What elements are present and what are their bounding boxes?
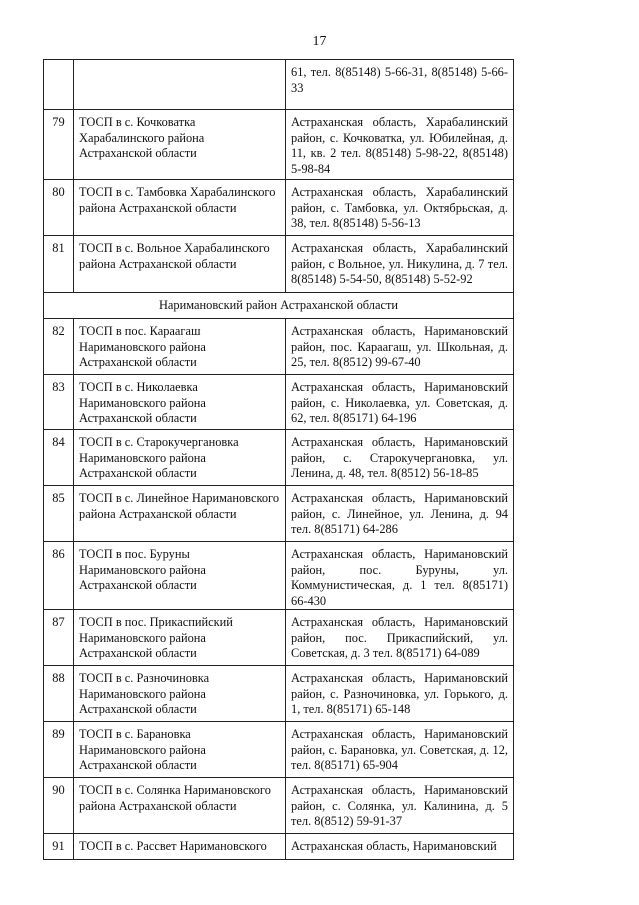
organization-name: ТОСП в с. Линейное Наримановского района Астраханской области [74, 486, 286, 542]
organization-name [74, 60, 286, 110]
table-row [44, 430, 514, 486]
organization-name: ТОСП в с. Рассвет Наримановского [74, 834, 286, 860]
organization-name: ТОСП в с. Кочковатка Харабалинского района Астраханской области [74, 110, 286, 180]
row-number: 89 [44, 722, 74, 778]
organization-name: ТОСП в пос. Караагаш Наримановского района Астраханской области [74, 319, 286, 375]
row-number: 88 [44, 666, 74, 722]
organization-name: ТОСП в с. Николаевка Наримановского района Астраханской области [74, 375, 286, 430]
organization-address: Астраханская область, Наримановский район, пос. Прикаспийский, ул. Советская, д. 3 тел. 8(85171) 64-089 [286, 610, 514, 666]
table-row [44, 180, 514, 236]
organization-name: ТОСП в с. Разночиновка Наримановского района Астраханской области [74, 666, 286, 722]
row-number: 80 [44, 180, 74, 236]
organization-address: Астраханская область, Харабалинский район, с. Кочковатка, ул. Юбилейная, д. 11, кв. 2 тел. 8(85148) 5-98-22, 8(85148) 5-98-84 [286, 110, 514, 180]
table-row [44, 236, 514, 293]
row-number: 87 [44, 610, 74, 666]
organization-address: Астраханская область, Харабалинский район, с Вольное, ул. Никулина, д. 7 тел. 8(85148) 5-54-50, 8(85148) 5-52-92 [286, 236, 514, 293]
organization-name: ТОСП в с. Вольное Харабалинского района Астраханской области [74, 236, 286, 293]
page-number: 17 [312, 34, 327, 49]
row-number: 84 [44, 430, 74, 486]
row-number: 82 [44, 319, 74, 375]
organization-address: Астраханская область, Наримановский район, с. Барановка, ул. Советская, д. 12, тел. 8(85171) 65-904 [286, 722, 514, 778]
table-row [44, 319, 514, 375]
table-row [44, 375, 514, 430]
table-row [44, 486, 514, 542]
registry-table [43, 59, 514, 860]
organization-name: ТОСП в пос. Буруны Наримановского района Астраханской области [74, 542, 286, 610]
row-number: 86 [44, 542, 74, 610]
organization-address: 61, тел. 8(85148) 5-66-31, 8(85148) 5-66-33 [286, 60, 514, 110]
row-number: 85 [44, 486, 74, 542]
organization-address: Астраханская область, Наримановский [286, 834, 514, 860]
table-row [44, 778, 514, 834]
organization-name: ТОСП в с. Солянка Наримановского района Астраханской области [74, 778, 286, 834]
organization-address: Астраханская область, Харабалинский район, с. Тамбовка, ул. Октябрьская, д. 38, тел. 8(85148) 5-56-13 [286, 180, 514, 236]
organization-address: Астраханская область, Наримановский район, с. Николаевка, ул. Советская, д. 62, тел. 8(85171) 64-196 [286, 375, 514, 430]
organization-address: Астраханская область, Наримановский район, пос. Буруны, ул. Коммунистическая, д. 1 тел. 8(85171) 66-430 [286, 542, 514, 610]
section-title: Наримановский район Астраханской области [44, 293, 514, 319]
table-row [44, 834, 514, 860]
row-number: 91 [44, 834, 74, 860]
section-header-row [44, 293, 514, 319]
row-number: 79 [44, 110, 74, 180]
organization-address: Астраханская область, Наримановский район, с. Линейное, ул. Ленина, д. 94 тел. 8(85171) 64-286 [286, 486, 514, 542]
row-number: 90 [44, 778, 74, 834]
row-number [44, 60, 74, 110]
organization-address: Астраханская область, Наримановский район, с. Солянка, ул. Калинина, д. 5 тел. 8(8512) 59-91-37 [286, 778, 514, 834]
table-row [44, 666, 514, 722]
organization-address: Астраханская область, Наримановский район, пос. Караагаш, ул. Школьная, д. 25, тел. 8(8512) 99-67-40 [286, 319, 514, 375]
organization-name: ТОСП в с. Тамбовка Харабалинского района Астраханской области [74, 180, 286, 236]
table-row [44, 610, 514, 666]
row-number: 83 [44, 375, 74, 430]
organization-name: ТОСП в пос. Прикаспийский Наримановского района Астраханской области [74, 610, 286, 666]
table-row [44, 542, 514, 610]
organization-address: Астраханская область, Наримановский район, с. Разночиновка, ул. Горького, д. 1, тел. 8(85171) 65-148 [286, 666, 514, 722]
table-row [44, 110, 514, 180]
table-row [44, 722, 514, 778]
organization-name: ТОСП в с. Старокучергановка Наримановского района Астраханской области [74, 430, 286, 486]
organization-name: ТОСП в с. Барановка Наримановского района Астраханской области [74, 722, 286, 778]
organization-address: Астраханская область, Наримановский район, с. Старокучергановка, ул. Ленина, д. 48, тел. 8(8512) 56-18-85 [286, 430, 514, 486]
table-row [44, 60, 514, 110]
row-number: 81 [44, 236, 74, 293]
